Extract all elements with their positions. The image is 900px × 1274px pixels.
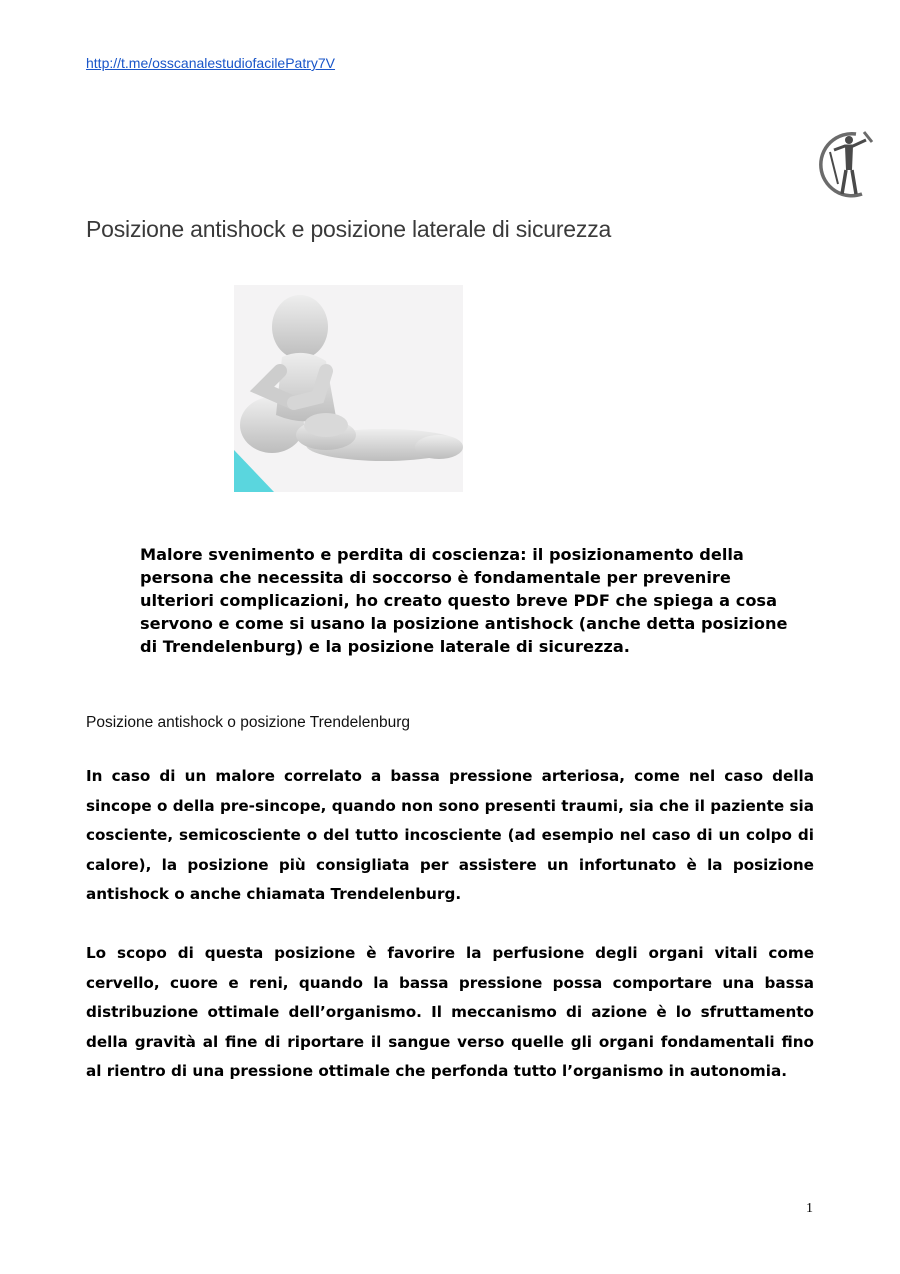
first-aid-figures-illustration (234, 285, 463, 492)
oss-figure-logo-icon (812, 124, 882, 198)
body-paragraph: Lo scopo di questa posizione è favorire la perfusione degli organi vitali come cervello, cuore e reni, quando la bassa pressione possa comportare una bassa distribuzione ottimale dell’organismo. Il meccanismo di azione è lo sfruttamento della gravità al fine di riportare il sangue verso quelle gli organi fondamentali fino al rientro di una pressione ottimale che perfonda tutto l’organismo in autonomia. (86, 944, 814, 1080)
page-title: Posizione antishock e posizione laterale di sicurezza (86, 216, 612, 242)
body-paragraph: In caso di un malore correlato a bassa pressione arteriosa, come nel caso della sincope o della pre-sincope, quando non sono presenti traumi, sia che il paziente sia cosciente, semicosciente o del tutto incosciente (ad esempio nel caso di un colpo di calore), la posizione più consigliata per assistere un infortunato è la posizione antishock o anche chiamata Trendelenburg. (86, 767, 814, 903)
telegram-channel-link[interactable]: http://t.me/osscanalestudiofacilePatry7V (86, 55, 336, 71)
section-heading: Posizione antishock o posizione Trendelenburg (86, 714, 410, 731)
intro-paragraph: Malore svenimento e perdita di coscienza: il posizionamento della persona che necessita di soccorso è fondamentale per prevenire ulteriori complicazioni, ho creato questo breve PDF che spiega a cosa servono e come si usano la posizione antishock (anche detta posizione di Trendelenburg) e la posizione laterale di sicurezza. (140, 545, 788, 656)
page-number: 1 (806, 1201, 813, 1216)
